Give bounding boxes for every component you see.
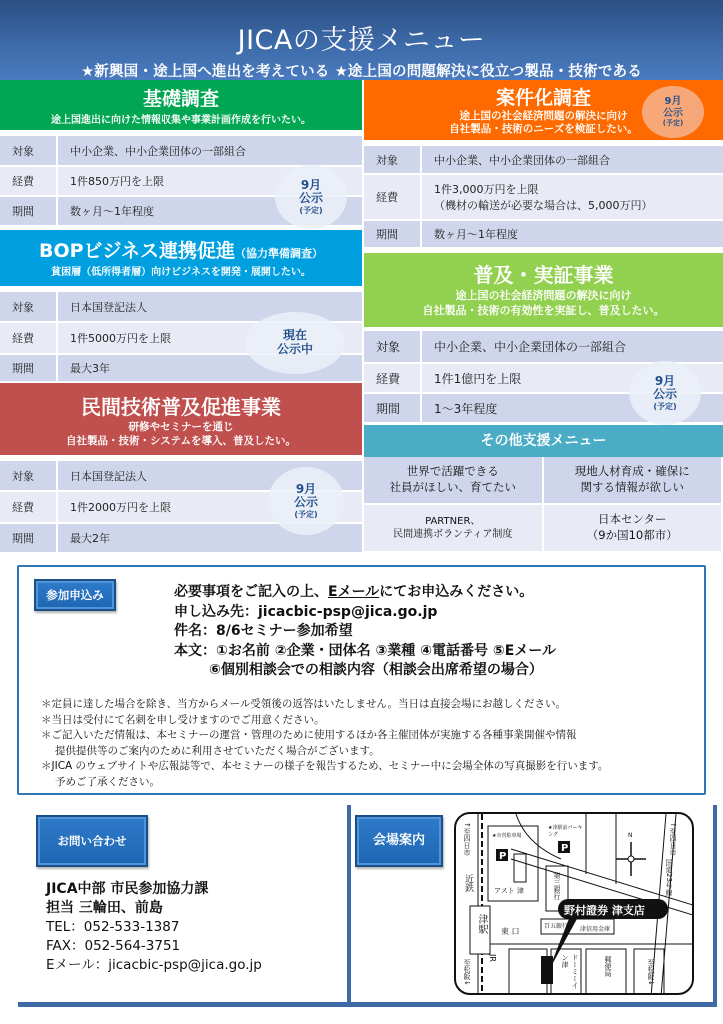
venue-button[interactable]: 会場案内 [355,815,443,867]
map-label: 第三銀行 [553,872,561,900]
row-value: 最大3年 [57,354,362,382]
program-name: BOPビジネス連携促進（協力準備調査） [39,240,323,262]
apply-subject: 件名：8/6セミナー参加希望 [174,623,353,639]
apply-body-cont: ⑥個別相談会での相談内容（相談会出席希望の場合） [209,662,543,678]
divider [18,1002,348,1007]
program-table [364,146,723,249]
program-desc: 自社製品・技術の有効性を実証し、普及したい。 [422,304,665,317]
row-value: 日本国登記法人 [57,461,362,491]
program-name: 民間技術普及促進事業 [81,395,281,419]
page-subtitle: ★新興国・途上国へ進出を考えている ★途上国の問題解決に役立つ製品・技術である [81,64,642,80]
map-label: ↑至四日市 [463,822,471,856]
program-name: 普及・実証事業 [473,263,614,287]
other-item: 日本センター （9か国10都市） [544,505,723,553]
other-item: PARTNER、 民間連携ボランティア制度 [364,505,544,553]
apply-instructions: 必要事項をご記入の上、Eメールにてお申込みください。 申し込み先：jicacbic-psp@jica.go.jp 件名：8/6セミナー参加希望 本文：①お名前 ②企業・団体名 ③業種 ④電話番号 ⑤Eメール ⑥個別相談会での相談内容（相談会出席希望の場合） [174,583,556,681]
map-target-label: 野村證券 津支店 [564,904,645,917]
row-value: 中小企業、中小企業団体の一部組合 [57,136,362,166]
map-label: ドーミーイン津 [561,954,579,989]
map-label: 至松阪↓ [647,959,655,986]
program-name: 基礎調査 [142,88,219,110]
contact-button[interactable]: お問い合わせ [36,815,148,867]
row-key: 期間 [364,220,421,248]
row-value: 1件3,000万円を上限 （機材の輸送が必要な場合は、5,000万円） [421,174,723,220]
map-label: 郵便局 [604,956,612,977]
program-desc: 途上国の社会経済問題の解決に向け [459,110,628,122]
map-label: 国道23号線 [665,859,673,896]
row-key: 経費 [0,322,57,354]
map-north-label: N [628,832,633,839]
row-key: 経費 [364,363,421,393]
program-name: 案件化調査 [495,87,591,109]
contact-person: 担当 三輪田、前島 [46,900,163,916]
row-key: 期間 [0,523,57,553]
row-value: 1〜3年程度 [421,393,723,423]
page-title: JICAの支援メニュー [237,25,486,56]
apply-button[interactable]: 参加申込み [34,579,116,611]
application-section [17,565,706,795]
program-desc: 自社製品・技術のニーズを検証したい。 [449,123,638,135]
row-key: 期間 [364,393,421,423]
row-value: 日本国登記法人 [57,292,362,322]
announce-badge: 9月 公示 (予定) [268,467,344,535]
program-fukyu [364,253,723,424]
map-label: 津信用金庫 [580,926,611,933]
announce-badge: 現在 公示中 [245,312,345,374]
divider [347,805,351,1005]
announce-badge: 9月 公示 (予定) [629,361,701,425]
venue-map [454,812,694,995]
row-key: 経費 [0,166,57,196]
row-value: 1件2000万円を上限 [57,491,362,523]
announce-badge: 9月 公示 (予定) [275,165,347,229]
program-minkan [0,383,362,554]
other-title: その他支援メニュー [364,425,723,457]
row-key: 対象 [0,136,57,166]
contact-fax: FAX：052-564-3751 [46,938,181,954]
row-value: 1件1億円を上限 [421,363,723,393]
program-kiso [0,80,362,227]
map-label: アスト 津 [494,887,524,895]
map-label: 東 口 [501,927,520,936]
row-key: 対象 [364,331,421,363]
apply-body: 本文：①お名前 ②企業・団体名 ③業種 ④電話番号 ⑤Eメール [174,642,557,659]
map-label: 近鉄 [463,874,473,892]
venue-section [347,805,717,1005]
row-value: 数ヶ月〜1年程度 [57,196,362,226]
row-value: 中小企業、中小企業団体の一部組合 [421,146,723,174]
row-value: 数ヶ月〜1年程度 [421,220,723,248]
other-support-menu [364,425,723,553]
contact-section [18,805,340,1005]
program-desc: 途上国の社会経済問題の解決に向け [455,289,632,302]
apply-email: 申し込み先：jicacbic-psp@jica.go.jp [174,603,438,620]
email-link[interactable]: Eメール [328,584,380,600]
row-key: 期間 [0,196,57,226]
announce-badge: 9月 公示 (予定) [642,86,704,138]
map-label: 津駅 [476,914,487,934]
contact-tel: TEL：052-533-1387 [46,919,180,935]
contact-info [46,880,262,975]
row-key: 期間 [0,354,57,382]
map-label: 至松阪↓ [463,959,471,986]
svg-text:P: P [499,851,507,862]
program-desc: 貧困層（低所得者層）向けビジネスを開発・展開したい。 [51,267,311,278]
contact-org: JICA中部 市民参加協力課 [46,881,209,897]
map-label: 百五銀行 [544,923,569,930]
row-key: 対象 [364,146,421,174]
row-key: 対象 [0,461,57,491]
map-label: ★市営駐車場 [492,833,522,839]
row-key: 対象 [0,292,57,322]
divider [347,1002,717,1007]
contact-email[interactable]: Eメール：jicacbic-psp@jica.go.jp [46,957,262,973]
page-header [0,0,723,80]
row-key: 経費 [364,174,421,220]
other-item: 世界で活躍できる 社員がほしい、育てたい [364,457,544,505]
apply-notes: ＊定員に達した場合を除き、当方からメール受領後の返答はいたしません。当日は直接会場にお越しください。 ＊当日は受付にて名刺を申し受けますのでご用意ください。 ＊ご記入いただ情報は、本セミナーの運営・管理のために使用するほか各主催団体が実施する各種事業開催や情報 提供提供等のご案内のために利用させていただく場合がございます。 ＊JICA のウェブサイトや広報誌等で、本セミナーの様子を報告するため、セミナー中に会場全体の写真撮影を行います。 予めご了承ください。 [41,698,609,788]
divider [713,805,717,1005]
program-desc: 自社製品・技術・システムを導入、普及したい。 [66,435,296,447]
row-value: 1件5000万円を上限 [57,322,362,354]
program-bop [0,230,362,383]
map-label: JR [488,954,497,962]
map-label: ★津駅前パーキング [548,825,583,838]
program-anken [364,80,723,249]
map-label: ↑至四日市 [669,822,677,856]
row-value: 1件850万円を上限 [57,166,362,196]
row-key: 経費 [0,491,57,523]
program-desc: 途上国進出に向けた情報収集や事業計画作成を行いたい。 [51,115,311,126]
other-item: 現地人材育成・確保に 関する情報が欲しい [544,457,723,505]
row-value: 中小企業、中小企業団体の一部組合 [421,331,723,363]
program-desc: 研修やセミナーを通じ [128,421,234,433]
row-value: 最大2年 [57,523,362,553]
svg-text:P: P [561,843,569,854]
